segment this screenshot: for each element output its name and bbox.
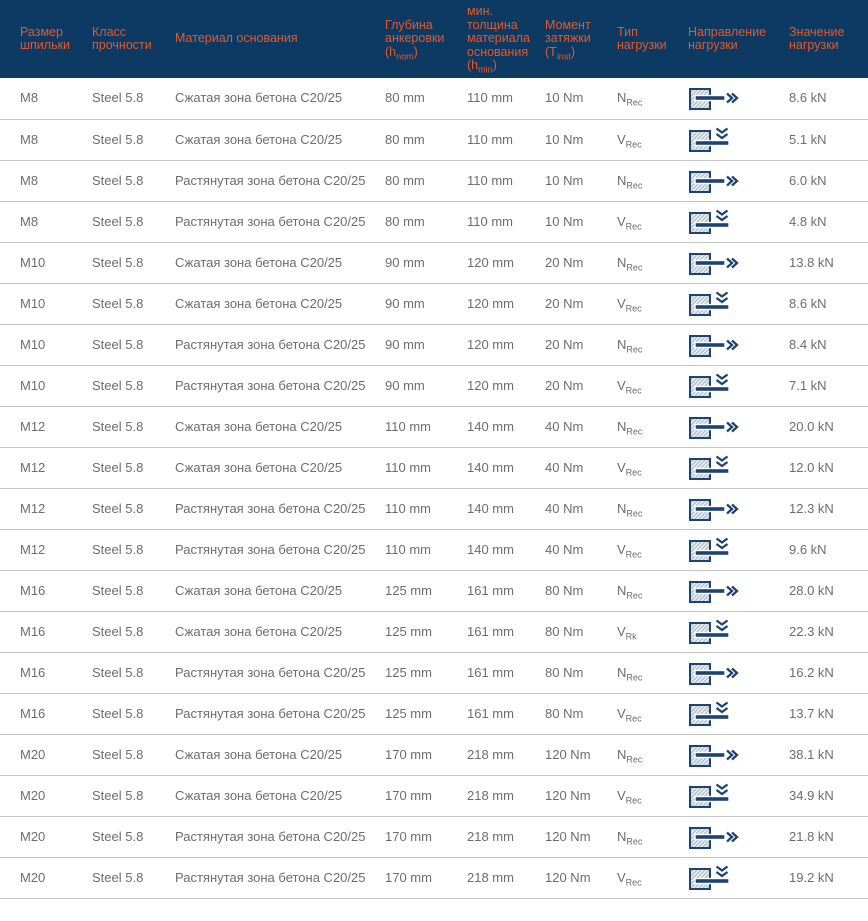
load-value-cell: 12.3 kN <box>789 488 868 529</box>
load-direction-cell <box>688 201 789 242</box>
load-value-cell: 21.8 kN <box>789 816 868 857</box>
strength-class-cell: Steel 5.8 <box>92 488 175 529</box>
table-row <box>0 447 868 488</box>
anchoring-depth-cell: 110 mm <box>385 447 467 488</box>
formula-hnom: $(h_{nom})$ <box>385 44 418 62</box>
strength-class-cell: Steel 5.8 <box>92 447 175 488</box>
min-thickness-cell: 161 mm <box>467 570 545 611</box>
load-type-cell: $N_{Rec}$ <box>617 570 688 611</box>
base-material-cell: Сжатая зона бетона C20/25 <box>175 611 385 652</box>
load-direction-cell <box>688 406 789 447</box>
load-type-cell: $N_{Rec}$ <box>617 78 688 119</box>
shear-load-arrow-down-icon <box>688 865 742 891</box>
strength-class-cell: Steel 5.8 <box>92 365 175 406</box>
min-thickness-cell: 161 mm <box>467 693 545 734</box>
load-type-cell: $V_{Rec}$ <box>617 447 688 488</box>
anchoring-depth-cell: 125 mm <box>385 693 467 734</box>
base-material-cell: Сжатая зона бетона C20/25 <box>175 734 385 775</box>
stud-size-cell: M16 <box>0 652 92 693</box>
load-type-cell: $N_{Rec}$ <box>617 242 688 283</box>
strength-class-cell: Steel 5.8 <box>92 570 175 611</box>
load-value-cell: 7.1 kN <box>789 365 868 406</box>
base-material-cell: Растянутая зона бетона C20/25 <box>175 201 385 242</box>
anchoring-depth-cell: 170 mm <box>385 816 467 857</box>
load-direction-cell <box>688 570 789 611</box>
table-row <box>0 406 868 447</box>
base-material-cell: Сжатая зона бетона C20/25 <box>175 283 385 324</box>
base-material-cell: Сжатая зона бетона C20/25 <box>175 242 385 283</box>
min-thickness-cell: 120 mm <box>467 242 545 283</box>
min-thickness-cell: 120 mm <box>467 283 545 324</box>
load-type-cell: $N_{Rec}$ <box>617 160 688 201</box>
torque-cell: 20 Nm <box>545 324 617 365</box>
strength-class-cell: Steel 5.8 <box>92 611 175 652</box>
load-value-cell: 4.8 kN <box>789 201 868 242</box>
load-direction-cell <box>688 652 789 693</box>
min-thickness-cell: 110 mm <box>467 160 545 201</box>
load-direction-cell <box>688 78 789 119</box>
anchoring-depth-cell: 170 mm <box>385 775 467 816</box>
load-type-cell: $V_{Rk}$ <box>617 611 688 652</box>
stud-size-cell: M8 <box>0 119 92 160</box>
stud-size-cell: M20 <box>0 857 92 898</box>
table-row <box>0 570 868 611</box>
table-row <box>0 119 868 160</box>
axial-load-arrow-right-icon <box>688 578 742 604</box>
load-type-cell: $V_{Rec}$ <box>617 201 688 242</box>
column-header-load-type: Тип нагрузки <box>617 0 688 78</box>
anchoring-depth-cell: 90 mm <box>385 283 467 324</box>
load-value-cell: 8.6 kN <box>789 283 868 324</box>
stud-size-cell: M16 <box>0 570 92 611</box>
min-thickness-cell: 218 mm <box>467 857 545 898</box>
table-row <box>0 365 868 406</box>
base-material-cell: Растянутая зона бетона C20/25 <box>175 693 385 734</box>
shear-load-arrow-down-icon <box>688 537 742 563</box>
torque-cell: 40 Nm <box>545 529 617 570</box>
base-material-cell: Сжатая зона бетона C20/25 <box>175 570 385 611</box>
strength-class-cell: Steel 5.8 <box>92 652 175 693</box>
anchoring-depth-cell: 170 mm <box>385 734 467 775</box>
strength-class-cell: Steel 5.8 <box>92 775 175 816</box>
load-direction-cell <box>688 857 789 898</box>
shear-load-arrow-down-icon <box>688 783 742 809</box>
stud-size-cell: M10 <box>0 242 92 283</box>
load-value-cell: 13.7 kN <box>789 693 868 734</box>
base-material-cell: Сжатая зона бетона C20/25 <box>175 406 385 447</box>
load-value-cell: 5.1 kN <box>789 119 868 160</box>
load-direction-cell <box>688 365 789 406</box>
table-row <box>0 242 868 283</box>
strength-class-cell: Steel 5.8 <box>92 283 175 324</box>
torque-cell: 20 Nm <box>545 283 617 324</box>
axial-load-arrow-right-icon <box>688 414 742 440</box>
anchoring-depth-cell: 110 mm <box>385 529 467 570</box>
strength-class-cell: Steel 5.8 <box>92 693 175 734</box>
min-thickness-cell: 110 mm <box>467 78 545 119</box>
axial-load-arrow-right-icon <box>688 85 742 111</box>
anchoring-depth-cell: 80 mm <box>385 201 467 242</box>
load-value-cell: 22.3 kN <box>789 611 868 652</box>
anchoring-depth-cell: 90 mm <box>385 365 467 406</box>
base-material-cell: Растянутая зона бетона C20/25 <box>175 324 385 365</box>
torque-cell: 80 Nm <box>545 611 617 652</box>
torque-cell: 40 Nm <box>545 406 617 447</box>
base-material-cell: Растянутая зона бетона C20/25 <box>175 365 385 406</box>
load-type-cell: $V_{Rec}$ <box>617 283 688 324</box>
axial-load-arrow-right-icon <box>688 824 742 850</box>
min-thickness-cell: 161 mm <box>467 652 545 693</box>
load-value-cell: 8.6 kN <box>789 78 868 119</box>
column-header-anchoring-depth: Глубина анкеровки $(h_{nom})$ <box>385 0 467 78</box>
load-direction-cell <box>688 119 789 160</box>
column-header-min-thickness: мин. толщина материала основания $(h_{min})$ <box>467 0 545 78</box>
base-material-cell: Растянутая зона бетона C20/25 <box>175 488 385 529</box>
stud-size-cell: M12 <box>0 406 92 447</box>
table-row <box>0 160 868 201</box>
column-header-base-material: Материал основания <box>175 0 385 78</box>
min-thickness-cell: 218 mm <box>467 775 545 816</box>
min-thickness-cell: 140 mm <box>467 488 545 529</box>
load-direction-cell <box>688 734 789 775</box>
anchoring-depth-cell: 80 mm <box>385 160 467 201</box>
strength-class-cell: Steel 5.8 <box>92 529 175 570</box>
shear-load-arrow-down-icon <box>688 701 742 727</box>
load-value-cell: 34.9 kN <box>789 775 868 816</box>
load-value-cell: 20.0 kN <box>789 406 868 447</box>
load-type-cell: $N_{Rec}$ <box>617 488 688 529</box>
axial-load-arrow-right-icon <box>688 168 742 194</box>
load-direction-cell <box>688 611 789 652</box>
base-material-cell: Растянутая зона бетона C20/25 <box>175 816 385 857</box>
torque-cell: 10 Nm <box>545 160 617 201</box>
torque-cell: 10 Nm <box>545 119 617 160</box>
load-type-cell: $N_{Rec}$ <box>617 816 688 857</box>
column-header-torque: Момент затяжки $(T_{inst})$ <box>545 0 617 78</box>
table-row <box>0 488 868 529</box>
anchoring-depth-cell: 80 mm <box>385 119 467 160</box>
formula-hmin: $(h_{min})$ <box>467 58 497 75</box>
load-type-cell: $V_{Rec}$ <box>617 119 688 160</box>
stud-size-cell: M12 <box>0 529 92 570</box>
anchoring-depth-cell: 80 mm <box>385 78 467 119</box>
torque-cell: 10 Nm <box>545 78 617 119</box>
anchoring-depth-cell: 110 mm <box>385 488 467 529</box>
strength-class-cell: Steel 5.8 <box>92 857 175 898</box>
min-thickness-cell: 140 mm <box>467 406 545 447</box>
stud-size-cell: M20 <box>0 816 92 857</box>
min-thickness-cell: 140 mm <box>467 529 545 570</box>
load-value-cell: 38.1 kN <box>789 734 868 775</box>
load-type-cell: $V_{Rec}$ <box>617 529 688 570</box>
load-direction-cell <box>688 242 789 283</box>
torque-cell: 20 Nm <box>545 365 617 406</box>
formula-tinst: $(T_{inst})$ <box>545 44 575 62</box>
table-row <box>0 857 868 898</box>
table-row <box>0 775 868 816</box>
axial-load-arrow-right-icon <box>688 250 742 276</box>
load-value-cell: 9.6 kN <box>789 529 868 570</box>
axial-load-arrow-right-icon <box>688 496 742 522</box>
strength-class-cell: Steel 5.8 <box>92 406 175 447</box>
anchoring-depth-cell: 90 mm <box>385 242 467 283</box>
table-row <box>0 611 868 652</box>
table-header <box>0 0 868 78</box>
column-header-stud-size: Размер шпильки <box>0 0 92 78</box>
stud-size-cell: M8 <box>0 78 92 119</box>
table-body <box>0 78 868 898</box>
anchoring-depth-cell: 125 mm <box>385 652 467 693</box>
min-thickness-cell: 110 mm <box>467 119 545 160</box>
stud-size-cell: M10 <box>0 283 92 324</box>
torque-cell: 120 Nm <box>545 734 617 775</box>
shear-load-arrow-down-icon <box>688 373 742 399</box>
load-direction-cell <box>688 488 789 529</box>
base-material-cell: Растянутая зона бетона C20/25 <box>175 652 385 693</box>
strength-class-cell: Steel 5.8 <box>92 816 175 857</box>
table-row <box>0 78 868 119</box>
load-direction-cell <box>688 447 789 488</box>
torque-cell: 80 Nm <box>545 570 617 611</box>
load-value-cell: 12.0 kN <box>789 447 868 488</box>
load-value-cell: 28.0 kN <box>789 570 868 611</box>
min-thickness-cell: 120 mm <box>467 365 545 406</box>
column-header-load-direction: Направление нагрузки <box>688 0 789 78</box>
table-row <box>0 283 868 324</box>
load-direction-cell <box>688 160 789 201</box>
anchoring-depth-cell: 170 mm <box>385 857 467 898</box>
load-direction-cell <box>688 816 789 857</box>
anchoring-depth-cell: 125 mm <box>385 611 467 652</box>
load-value-cell: 13.8 kN <box>789 242 868 283</box>
base-material-cell: Растянутая зона бетона C20/25 <box>175 529 385 570</box>
stud-size-cell: M10 <box>0 324 92 365</box>
anchoring-depth-cell: 125 mm <box>385 570 467 611</box>
stud-size-cell: M16 <box>0 611 92 652</box>
stud-size-cell: M12 <box>0 488 92 529</box>
shear-load-arrow-down-icon <box>688 209 742 235</box>
min-thickness-cell: 140 mm <box>467 447 545 488</box>
base-material-cell: Сжатая зона бетона C20/25 <box>175 775 385 816</box>
table-row <box>0 529 868 570</box>
load-type-cell: $N_{Rec}$ <box>617 734 688 775</box>
torque-cell: 120 Nm <box>545 816 617 857</box>
table-row <box>0 734 868 775</box>
stud-size-cell: M8 <box>0 160 92 201</box>
stud-size-cell: M16 <box>0 693 92 734</box>
min-thickness-cell: 218 mm <box>467 816 545 857</box>
column-header-strength-class: Класс прочности <box>92 0 175 78</box>
load-value-cell: 8.4 kN <box>789 324 868 365</box>
stud-size-cell: M10 <box>0 365 92 406</box>
table-row <box>0 652 868 693</box>
strength-class-cell: Steel 5.8 <box>92 78 175 119</box>
torque-cell: 80 Nm <box>545 652 617 693</box>
strength-class-cell: Steel 5.8 <box>92 201 175 242</box>
load-type-cell: $V_{Rec}$ <box>617 365 688 406</box>
base-material-cell: Сжатая зона бетона C20/25 <box>175 447 385 488</box>
min-thickness-cell: 161 mm <box>467 611 545 652</box>
load-direction-cell <box>688 775 789 816</box>
shear-load-arrow-down-icon <box>688 619 742 645</box>
load-type-cell: $V_{Rec}$ <box>617 775 688 816</box>
base-material-cell: Сжатая зона бетона C20/25 <box>175 119 385 160</box>
table-row <box>0 201 868 242</box>
load-type-cell: $N_{Rec}$ <box>617 652 688 693</box>
load-value-cell: 19.2 kN <box>789 857 868 898</box>
min-thickness-cell: 218 mm <box>467 734 545 775</box>
table-row <box>0 816 868 857</box>
strength-class-cell: Steel 5.8 <box>92 119 175 160</box>
load-direction-cell <box>688 283 789 324</box>
base-material-cell: Растянутая зона бетона C20/25 <box>175 857 385 898</box>
load-direction-cell <box>688 529 789 570</box>
torque-cell: 80 Nm <box>545 693 617 734</box>
axial-load-arrow-right-icon <box>688 332 742 358</box>
strength-class-cell: Steel 5.8 <box>92 160 175 201</box>
min-thickness-cell: 120 mm <box>467 324 545 365</box>
min-thickness-cell: 110 mm <box>467 201 545 242</box>
load-type-cell: $N_{Rec}$ <box>617 324 688 365</box>
strength-class-cell: Steel 5.8 <box>92 734 175 775</box>
load-type-cell: $V_{Rec}$ <box>617 693 688 734</box>
shear-load-arrow-down-icon <box>688 127 742 153</box>
axial-load-arrow-right-icon <box>688 660 742 686</box>
torque-cell: 40 Nm <box>545 488 617 529</box>
shear-load-arrow-down-icon <box>688 291 742 317</box>
stud-size-cell: M8 <box>0 201 92 242</box>
load-value-cell: 6.0 kN <box>789 160 868 201</box>
anchoring-depth-cell: 110 mm <box>385 406 467 447</box>
stud-size-cell: M20 <box>0 775 92 816</box>
anchoring-depth-cell: 90 mm <box>385 324 467 365</box>
load-value-cell: 16.2 kN <box>789 652 868 693</box>
stud-size-cell: M12 <box>0 447 92 488</box>
table-row <box>0 693 868 734</box>
load-type-cell: $N_{Rec}$ <box>617 406 688 447</box>
load-direction-cell <box>688 693 789 734</box>
torque-cell: 40 Nm <box>545 447 617 488</box>
column-header-load-value: Значение нагрузки <box>789 0 868 78</box>
base-material-cell: Сжатая зона бетона C20/25 <box>175 78 385 119</box>
table-row <box>0 324 868 365</box>
shear-load-arrow-down-icon <box>688 455 742 481</box>
strength-class-cell: Steel 5.8 <box>92 324 175 365</box>
base-material-cell: Растянутая зона бетона C20/25 <box>175 160 385 201</box>
axial-load-arrow-right-icon <box>688 742 742 768</box>
stud-size-cell: M20 <box>0 734 92 775</box>
torque-cell: 10 Nm <box>545 201 617 242</box>
torque-cell: 120 Nm <box>545 857 617 898</box>
torque-cell: 20 Nm <box>545 242 617 283</box>
torque-cell: 120 Nm <box>545 775 617 816</box>
load-type-cell: $V_{Rec}$ <box>617 857 688 898</box>
strength-class-cell: Steel 5.8 <box>92 242 175 283</box>
load-direction-cell <box>688 324 789 365</box>
